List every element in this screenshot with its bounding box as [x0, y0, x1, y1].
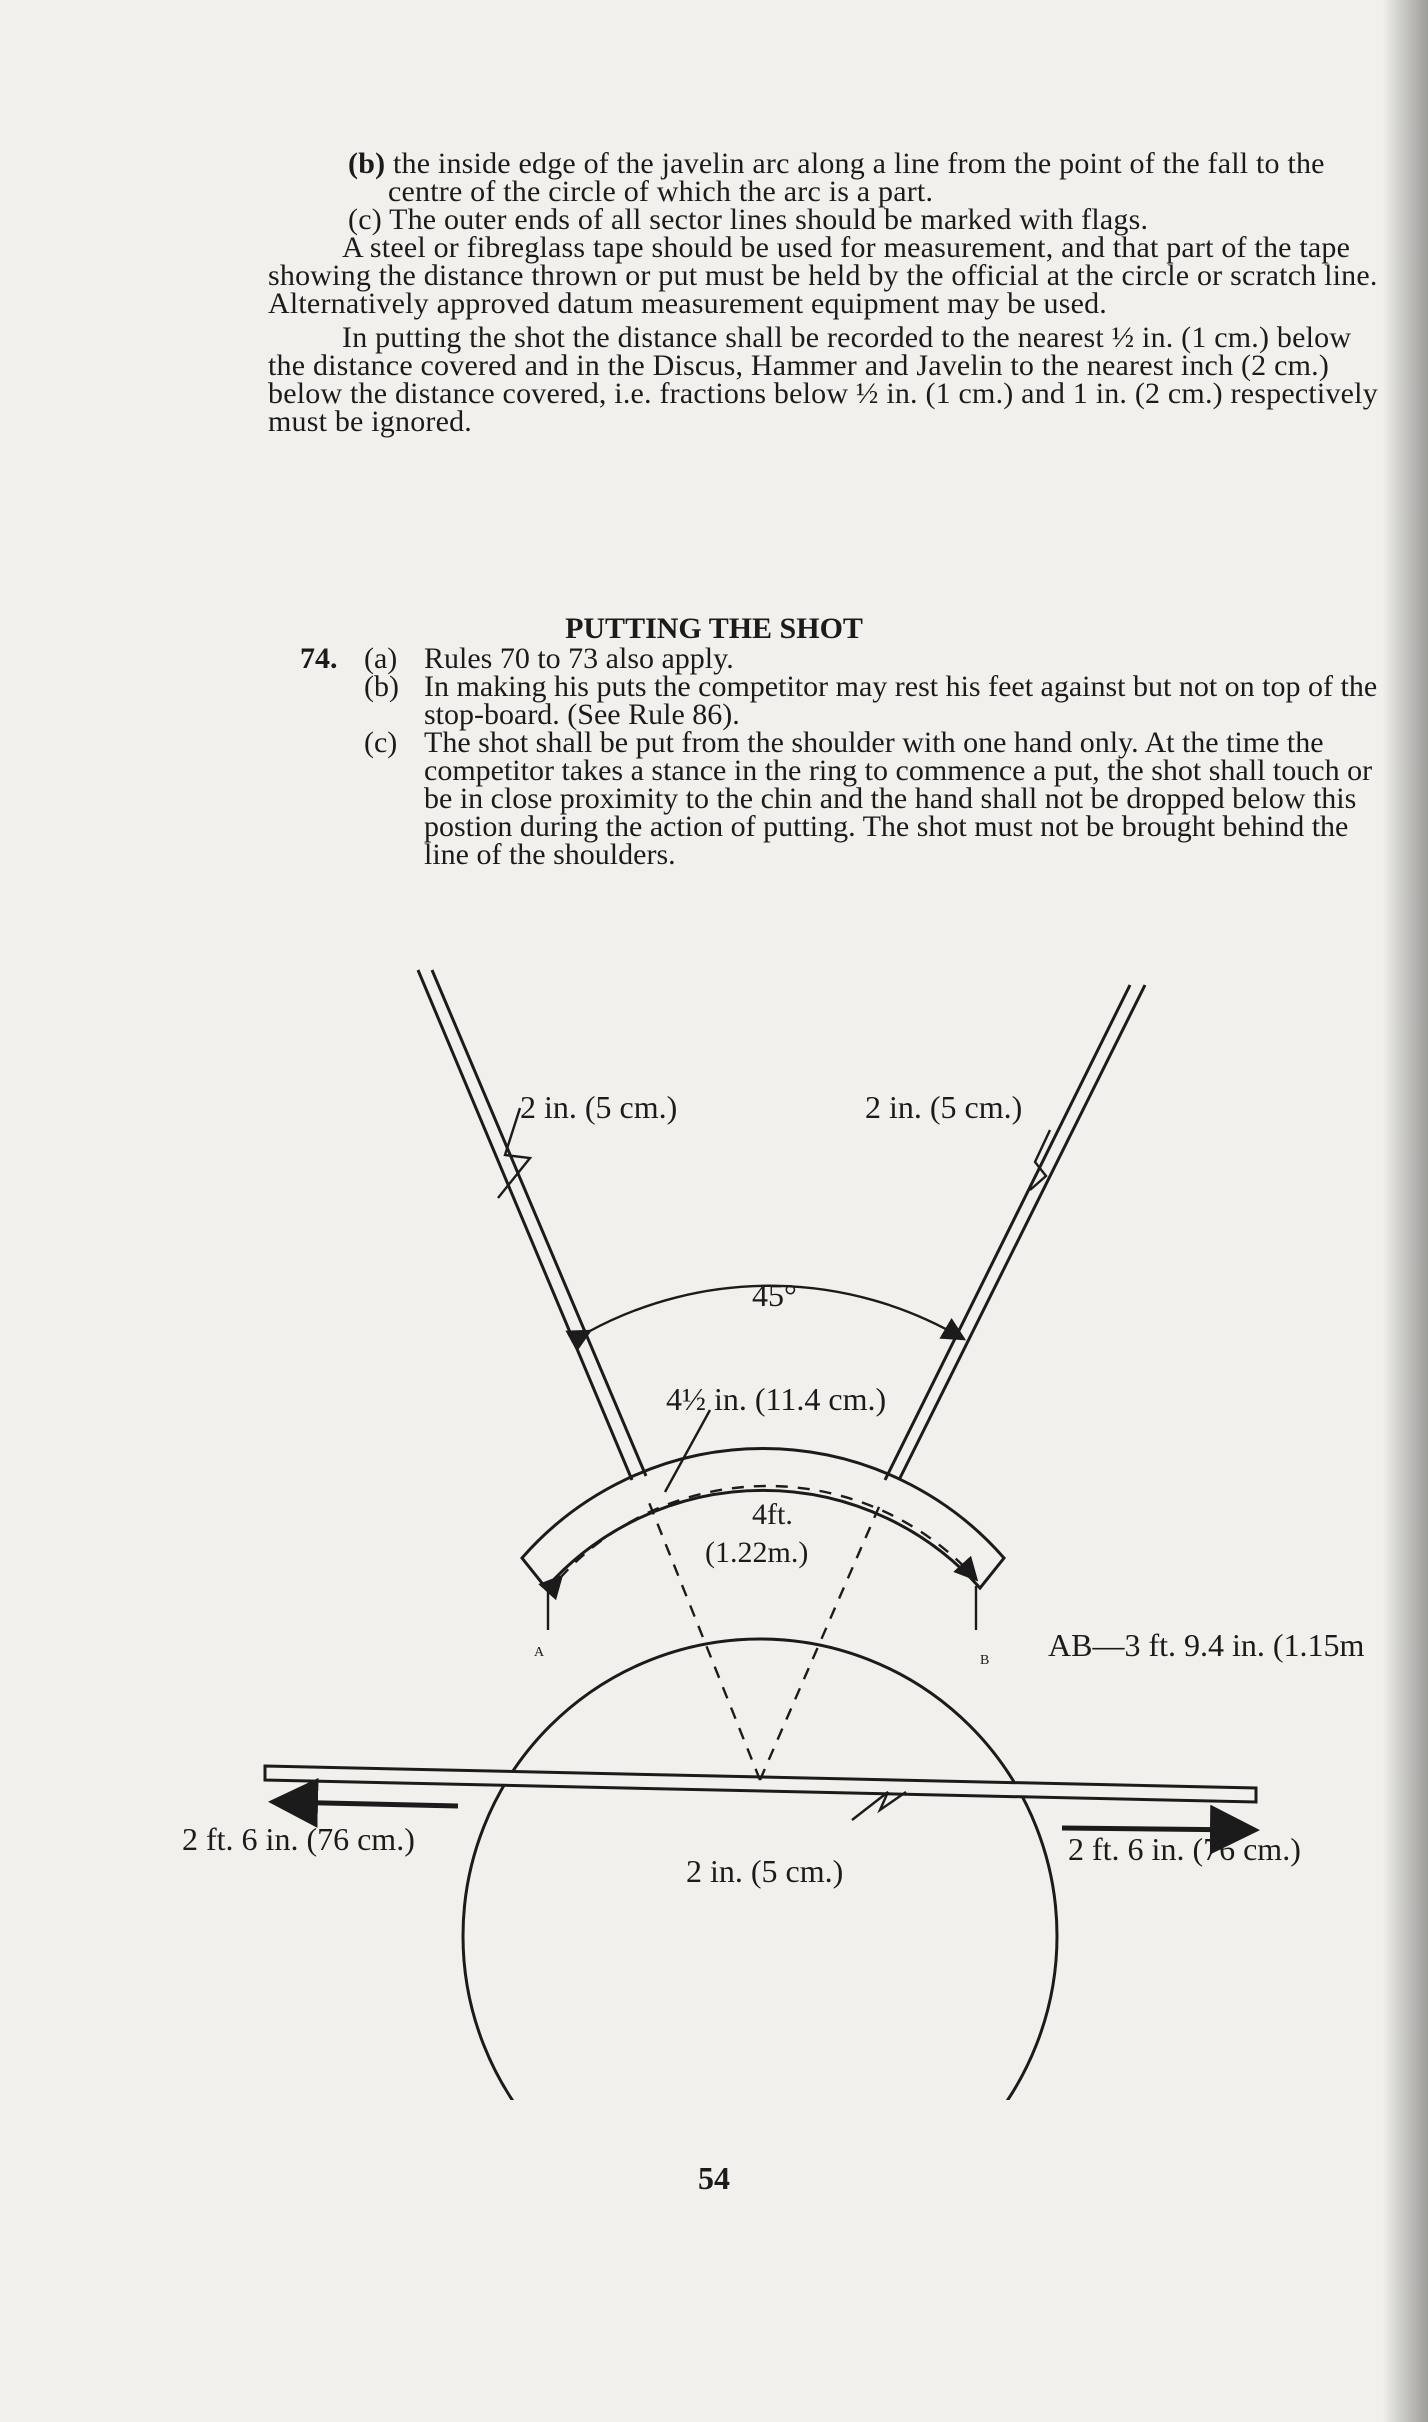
item-b — [268, 147, 1390, 208]
stopboard-length-ft-label: 4ft. — [752, 1498, 793, 1531]
centre-line-board — [265, 1766, 1256, 1802]
item-c-text: The outer ends of all sector lines should be marked with flags. — [389, 203, 1149, 236]
right-extension-arrow — [1062, 1828, 1250, 1830]
angle-label: 45° — [752, 1277, 797, 1313]
rule-74-item-a — [300, 642, 1390, 675]
page-number: 54 — [698, 2160, 730, 2196]
point-b-label: B — [980, 1653, 990, 1668]
stopboard-height-label: 4½ in. (11.4 cm.) — [666, 1381, 887, 1417]
rule-74 — [300, 642, 1390, 871]
shot-put-circle-diagram — [0, 940, 1428, 2100]
rule-item-label: (c) — [364, 726, 398, 759]
top-text-block — [268, 147, 1390, 438]
left-extension-label: 2 ft. 6 in. (76 cm.) — [182, 1821, 415, 1857]
item-c — [268, 203, 1390, 236]
rule-item-text: The shot shall be put from the shoulder with one hand only. At the time the competitor takes a stance in the ring to commence a put, the shot shall touch or be in close proximity to the chin and the hand shall not be dropped below this postion during the action of putting. The shot must not be brought behind the line of the shoulders. — [424, 726, 1373, 871]
tape-paragraph: A steel or fibreglass tape should be used for measurement, and that part of the tape showing the distance thrown or put must be held by the official at the circle or scratch line. Alternatively approved datum measurement equipment may be used. — [268, 231, 1378, 320]
rule-item-text: Rules 70 to 73 also apply. — [424, 642, 734, 675]
left-extension-arrow — [278, 1802, 458, 1806]
sector-line-right-inner — [899, 985, 1145, 1480]
ab-distance-label: AB—3 ft. 9.4 in. (1.15m — [1048, 1627, 1365, 1663]
sector-line-left-outer — [418, 970, 632, 1480]
item-b-text: the inside edge of the javelin arc along a line from the point of the fall to the centre of the circle of which the arc is a part. — [388, 147, 1325, 208]
section-heading: PUTTING THE SHOT — [565, 612, 863, 645]
stopboard-length-m-label: (1.22m.) — [705, 1536, 809, 1569]
item-b-label: (b) — [348, 147, 386, 180]
sector-line-right-outer — [885, 985, 1130, 1480]
centre-line-width-label: 2 in. (5 cm.) — [686, 1853, 844, 1889]
putting-paragraph: In putting the shot the distance shall be recorded to the nearest ½ in. (1 cm.) below the distance covered and in the Discus, Hammer and Javelin to the nearest inch (2 cm.) below the distance covered, i.e. fractions below ½ in. (1 cm.) and 1 in. (2 cm.) respectively must be ignored. — [268, 321, 1378, 438]
rule-item-label: (a) — [364, 642, 398, 675]
rule-number: 74. — [300, 642, 338, 675]
rule-item-text: In making his puts the competitor may rest his feet against but not on top of the stop-board. (See Rule 86). — [424, 670, 1378, 731]
sector-line-width-right-label: 2 in. (5 cm.) — [865, 1089, 1023, 1125]
rule-74-item-c — [300, 726, 1390, 871]
item-c-label: (c) — [348, 203, 382, 236]
centre-line-pointer — [852, 1792, 906, 1820]
rule-item-label: (b) — [364, 670, 399, 703]
sector-line-width-left-label: 2 in. (5 cm.) — [520, 1089, 678, 1125]
point-a-label: A — [534, 1645, 545, 1660]
rule-74-item-b — [300, 670, 1390, 731]
right-extension-label: 2 ft. 6 in. (76 cm.) — [1068, 1831, 1301, 1867]
sector-line-left-inner — [432, 970, 646, 1476]
